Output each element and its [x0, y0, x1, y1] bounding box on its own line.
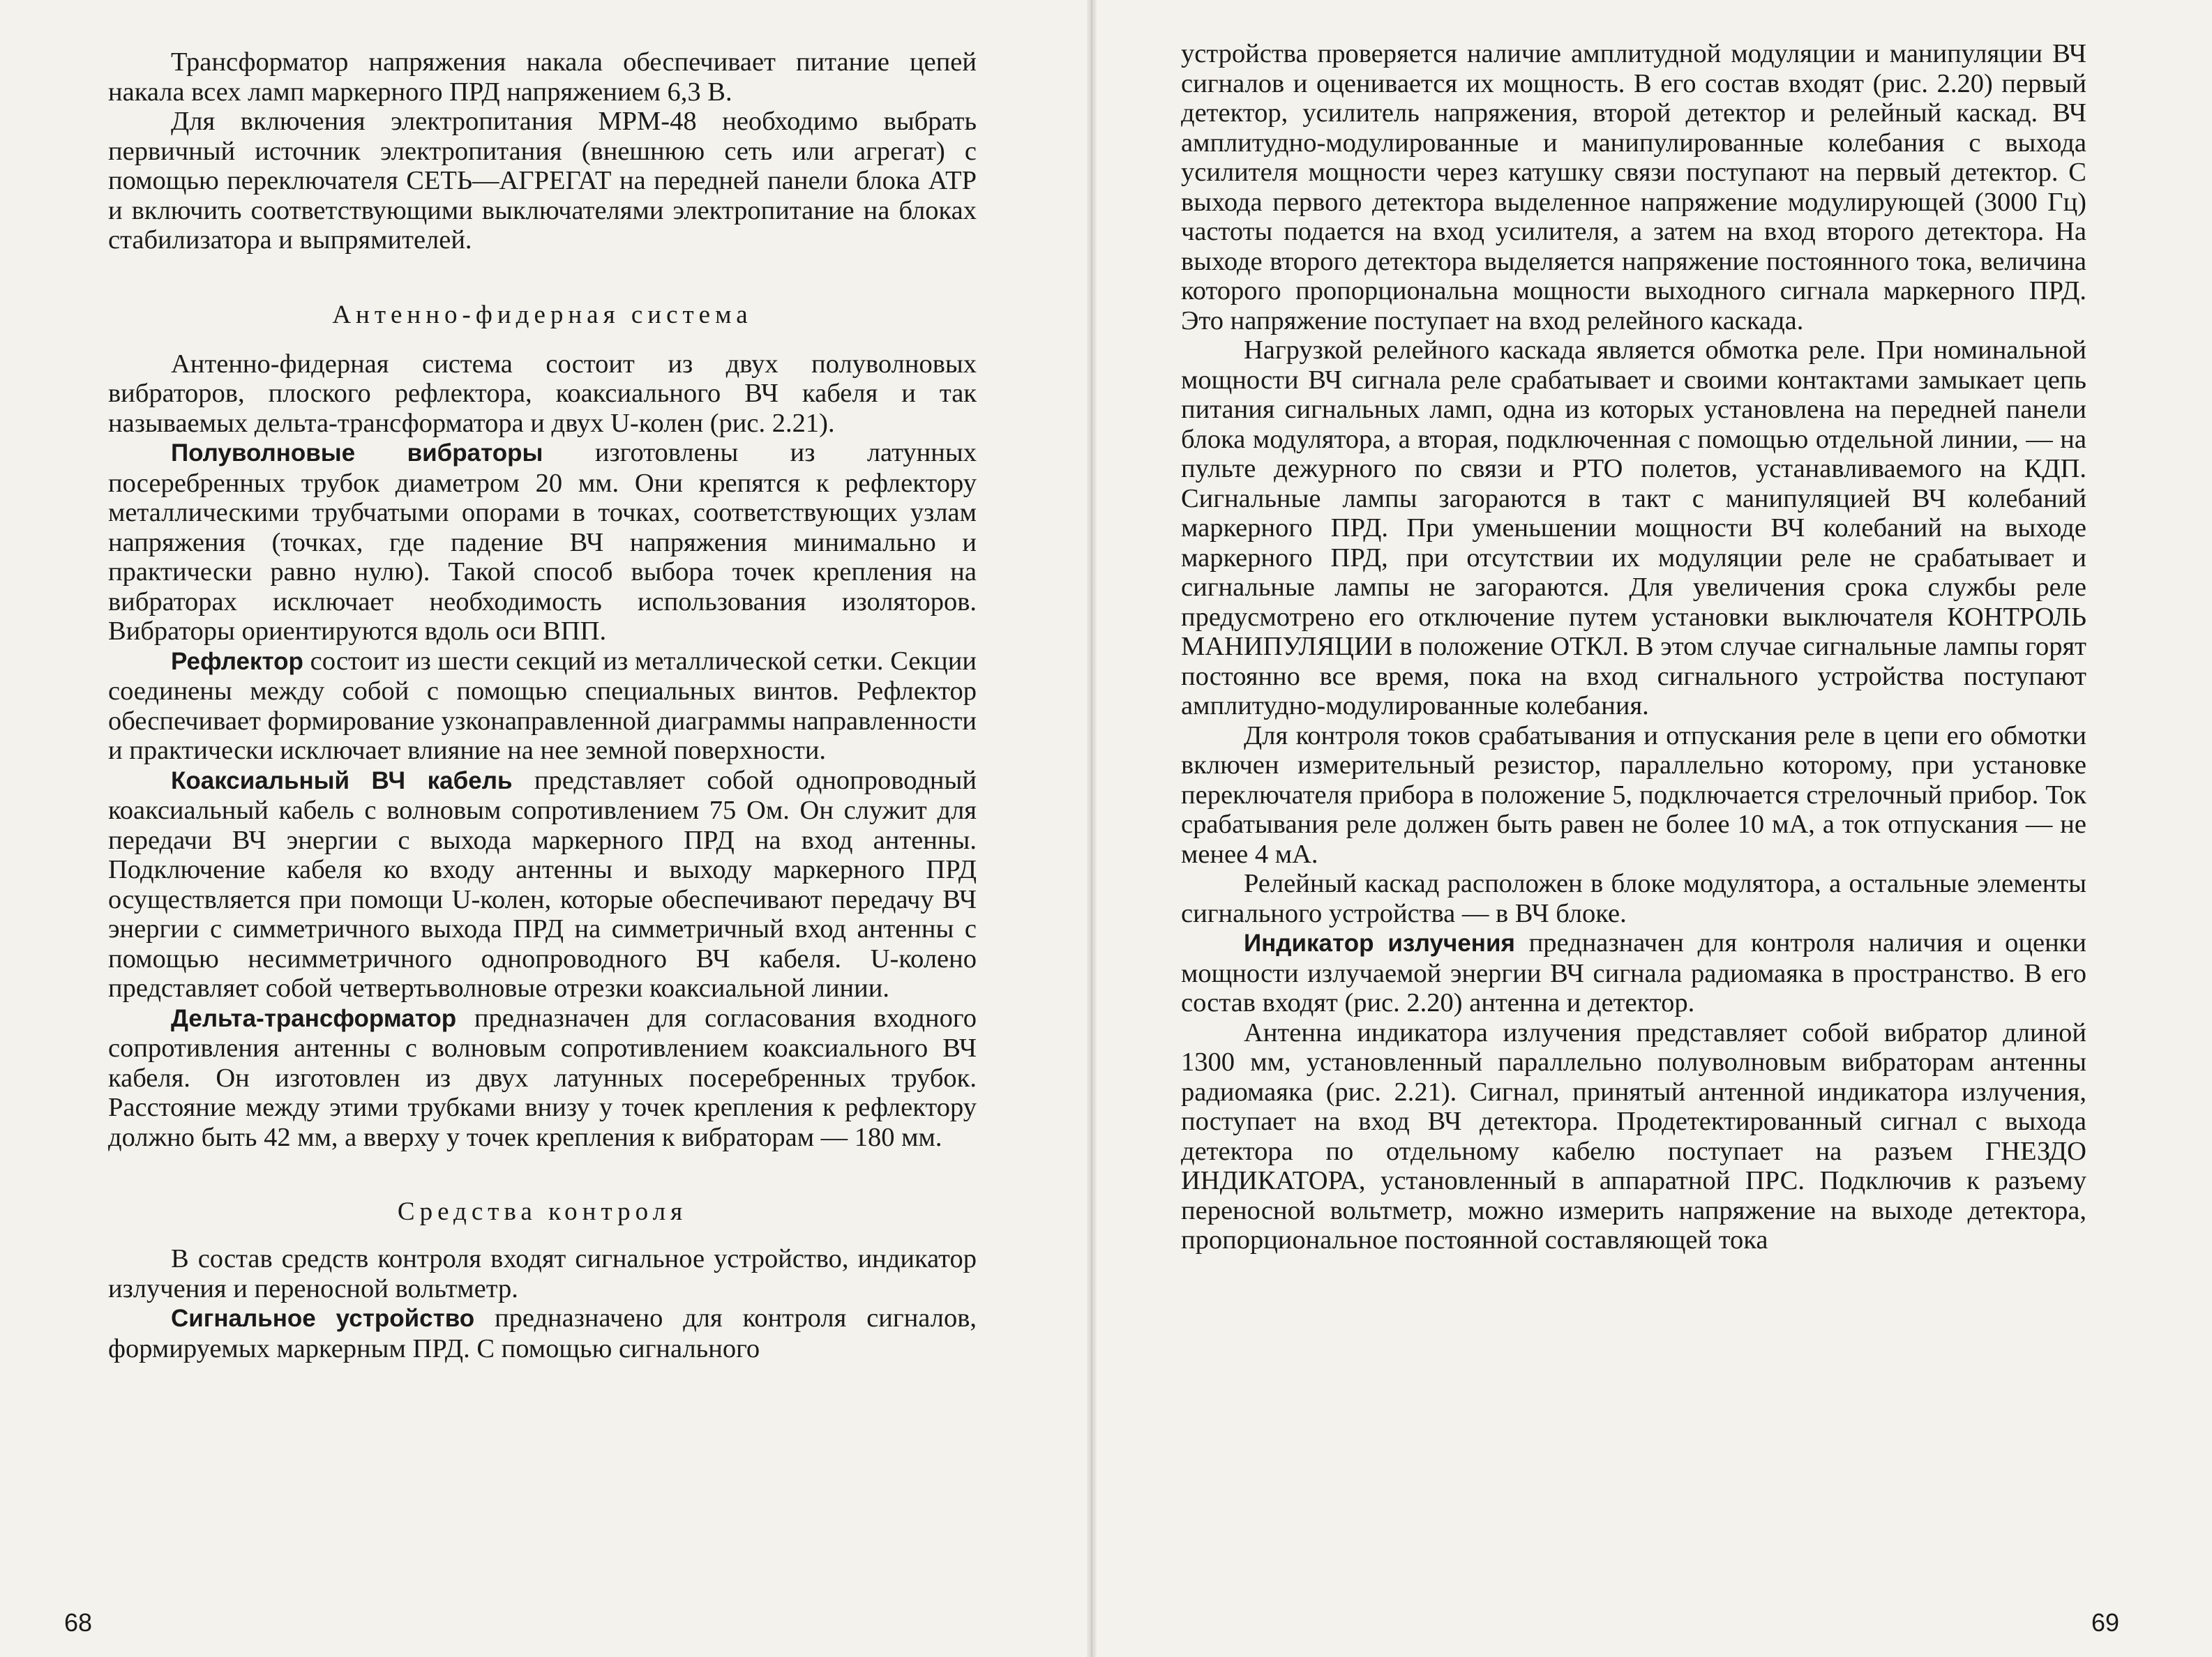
paragraph: Антенно-фидерная система состоит из двух полуволновых вибраторов, плоского рефлектора, коаксиального ВЧ кабеля и так называемых дельта-трансформатора и двух U-колен (рис. 2.21). — [108, 349, 977, 438]
paragraph-text: состоит из шести секций из металлической сетки. Секции соединены между собой с помощью специальных винтов. Рефлектор обеспечивает формирование узконаправленной диаграммы направленности и практически исключает влияние на нее земной поверхности. — [108, 646, 977, 765]
paragraph-vibrators — [108, 438, 977, 646]
paragraph: Антенна индикатора излучения представляет собой вибратор длиной 1300 мм, установленный параллельно полуволновым вибраторам антенны радиомаяка (рис. 2.21). Сигнал, принятый антенной индикатора излучения, поступает на вход ВЧ детектора. Продетектированный сигнал с выхода детектора по отдельному кабелю поступает на разъем ГНЕЗДО ИНДИКАТОРА, установленный в аппаратной ПРС. Подключив к разъему переносной вольтметр, можно измерить напряжение на выходе детектора, пропорциональное постоянной составляющей тока — [1181, 1017, 2086, 1255]
term-reflector: Рефлектор — [171, 647, 303, 675]
paragraph-text: изготовлены из латунных посеребренных трубок диаметром 20 мм. Они крепятся к рефлектору металлическими трубчатыми опорами в точках, соответствующих узлам напряжения (точках, где падение ВЧ напряжения минимально и практически равно нулю). Такой способ выбора точек крепления на вибраторах исключает необходимость использования изоляторов. Вибраторы ориентируются вдоль оси ВПП. — [108, 438, 977, 646]
paragraph-coax — [108, 766, 977, 1004]
book-spine — [1087, 0, 1097, 1657]
paragraph: устройства проверяется наличие амплитудной модуляции и манипуляции ВЧ сигналов и оценивается их мощность. В его состав входят (рис. 2.20) первый детектор, усилитель напряжения, второй детектор и релейный каскад. ВЧ амплитудно-модулированные и манипулированные колебания с выхода усилителя мощности через катушку связи поступают на первый детектор. С выхода первого детектора выделенное напряжение модулирующей (3000 Гц) частоты подается на вход усилителя, а затем на вход второго детектора. На выходе второго детектора выделяется напряжение постоянного тока, величина которого пропорциональна мощности выходного сигнала маркерного ПРД. Это напряжение поступает на вход релейного каскада. — [1181, 39, 2086, 335]
term-vibrators: Полуволновые вибраторы — [171, 439, 543, 467]
paragraph: Для контроля токов срабатывания и отпускания реле в цепи его обмотки включен измерительный резистор, параллельно которому, при установке переключателя прибора в положение 5, подключается стрелочный прибор. Ток срабатывания реле должен быть равен не более 10 мА, а ток отпускания — не менее 4 мА. — [1181, 720, 2086, 869]
paragraph-text: представляет собой однопроводный коаксиальный кабель с волновым сопротивлением 75 Ом. Он служит для передачи ВЧ энергии с выхода маркерного ПРД на вход антенны. Подключение кабеля ко входу антенны и выходу маркерного ПРД осуществляется при помощи U-колен, которые обеспечивают передачу ВЧ энергии с симметричного выхода ПРД на симметричный вход антенны с помощью несимметричного однопроводного ВЧ кабеля. U-колено представляет собой четвертьволновые отрезки коаксиальной линии. — [108, 765, 977, 1003]
paragraph-indicator — [1181, 928, 2086, 1018]
paragraph-text: предназначен для контроля наличия и оценки мощности излучаемой энергии ВЧ сигнала радиомаяка в пространство. В его состав входят (рис. 2.20) антенна и детектор. — [1181, 928, 2086, 1017]
left-page — [0, 0, 1088, 1657]
term-delta: Дельта-трансформатор — [171, 1004, 457, 1032]
paragraph: Релейный каскад расположен в блоке модулятора, а остальные элементы сигнального устройства — в ВЧ блоке. — [1181, 869, 2086, 928]
paragraph: Нагрузкой релейного каскада является обмотка реле. При номинальной мощности ВЧ сигнала реле срабатывает и своими контактами замыкает цепь питания сигнальных ламп, одна из которых установлена на передней панели блока модулятора, а вторая, подключенная с помощью отдельной линии, — на пульте дежурного по связи и РТО полетов, устанавливаемого на КДП. Сигнальные лампы загораются в такт с манипуляцией ВЧ колебаний маркерного ПРД. При уменьшении мощности ВЧ колебаний на выходе маркерного ПРД, при отсутствии их модуляции реле не срабатывает и сигнальные лампы не загораются. Для увеличения срока службы реле предусмотрено его отключение путем установки выключателя КОНТРОЛЬ МАНИПУЛЯЦИИ в положение ОТКЛ. В этом случае сигнальные лампы горят постоянно все время, пока на вход сигнального устройства поступают амплитудно-модулированные колебания. — [1181, 335, 2086, 720]
page-number-left: 68 — [64, 1608, 93, 1637]
paragraph-signal — [108, 1303, 977, 1363]
paragraph-text: предназначен для согласования входного сопротивления антенны с волновым сопротивлением коаксиального ВЧ кабеля. Он изготовлен из двух латунных посеребренных трубок. Расстояние между этими трубками внизу у точек крепления к рефлектору должно быть 42 мм, а вверху у точек крепления к вибраторам — 180 мм. — [108, 1003, 977, 1152]
section-heading-control: Средства контроля — [397, 1197, 688, 1226]
paragraph: В состав средств контроля входят сигнальное устройство, индикатор излучения и переносной вольтметр. — [108, 1244, 977, 1303]
page-number-right: 69 — [2091, 1608, 2120, 1637]
paragraph: Трансформатор напряжения накала обеспечивает питание цепей накала всех ламп маркерного ПРД напряжением 6,3 В. — [108, 47, 977, 107]
term-indicator: Индикатор излучения — [1244, 930, 1515, 957]
term-coax: Коаксиальный ВЧ кабель — [171, 766, 513, 794]
paragraph-delta — [108, 1004, 977, 1153]
term-signal-device: Сигнальное устройство — [171, 1305, 475, 1332]
section-heading-antenna: Антенно-фидерная система — [332, 300, 753, 329]
paragraph-reflector — [108, 646, 977, 766]
paragraph: Для включения электропитания МРМ-48 необходимо выбрать первичный источник электропитания (внешнюю сеть или агрегат) с помощью переключателя СЕТЬ—АГРЕГАТ на передней панели блока АТР и включить соответствующими выключателями электропитание на блоках стабилизатора и выпрямителей. — [108, 107, 977, 255]
paragraph-text: предназначено для контроля сигналов, формируемых маркерным ПРД. С помощью сигнального — [108, 1303, 977, 1363]
right-page — [1099, 0, 2212, 1657]
